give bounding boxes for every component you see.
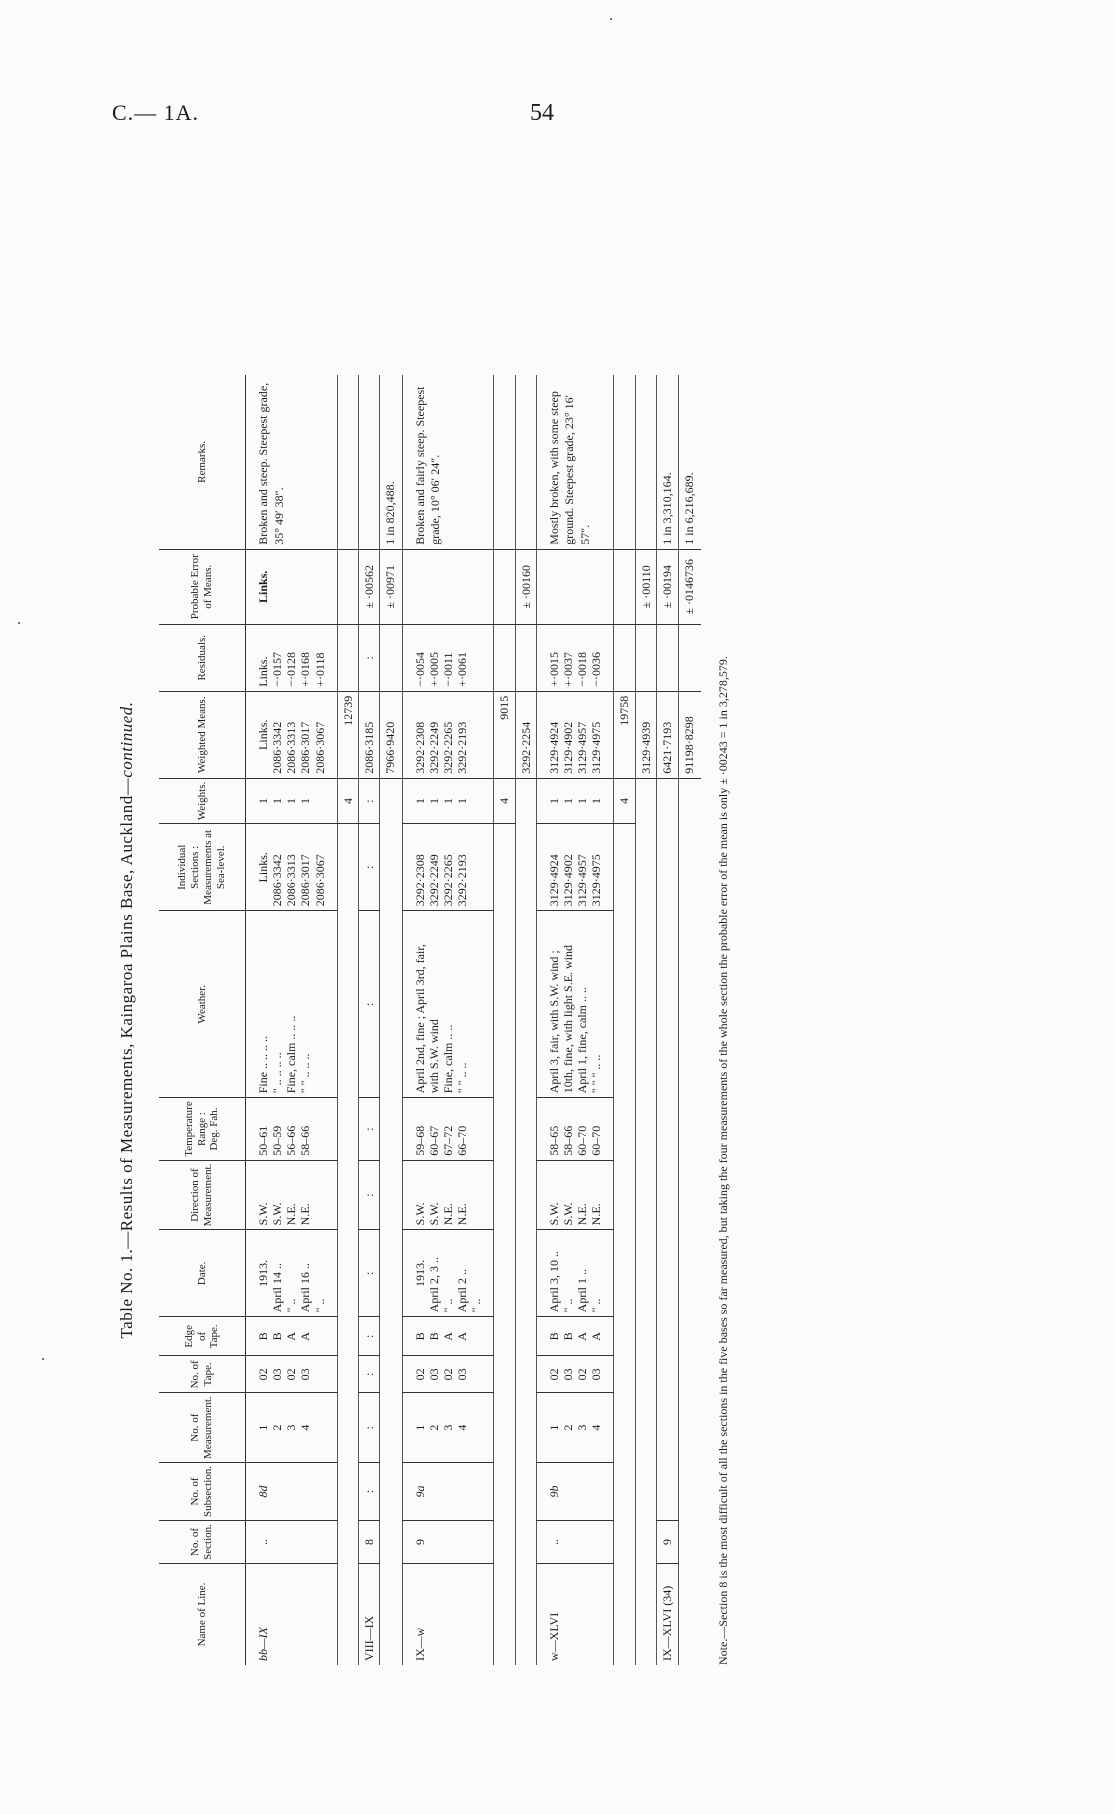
weighted-sum: 19758 <box>614 691 635 778</box>
measurement-nos: 1 2 3 4 <box>402 1393 494 1463</box>
probable-error: ± ·00160 <box>515 549 536 624</box>
tape-edges: B B A A <box>536 1317 614 1356</box>
weighted-means: 3292·2308 3292·2249 3292·2265 3292·2193 <box>402 691 494 778</box>
remarks: Broken and steep. Steepest grade, 35° 49′ 38″. <box>256 382 286 545</box>
table-row <box>246 375 338 1665</box>
tape-nos: 02 03 02 03 <box>536 1356 614 1393</box>
weights: : <box>358 778 379 824</box>
directions: S.W. S.W. N.E. N.E. <box>246 1160 338 1230</box>
col-weather: Weather. <box>159 911 246 1098</box>
weighted-means: 6421·7193 <box>656 691 679 778</box>
results-table <box>159 375 701 1665</box>
remarks: Broken and fairly steep. Steepest grade, 10° 06′ 24″. <box>402 375 494 549</box>
directions: S.W. S.W. N.E. N.E. <box>402 1160 494 1230</box>
section-no: .. <box>246 1521 338 1564</box>
weighted-means: 91198·8298 <box>679 691 701 778</box>
col-residuals: Residuals. <box>159 624 246 691</box>
table-footnote: Note.—Section 8 is the most difficult of all the sections in the five bases so far measured, but taking the four measurements of the whole section the probable error of the mean is only ± ·00243 = 1 in 3,278,579. <box>716 656 730 1665</box>
remarks: 1 in 3,310,164. <box>656 375 679 549</box>
table-row <box>515 375 536 1665</box>
probable-error: ± ·00562 <box>358 549 379 624</box>
measurement-nos: : <box>358 1393 379 1463</box>
col-remarks: Remarks. <box>159 375 246 549</box>
weighted-means: 3129·4924 3129·4902 3129·4957 3129·4975 <box>536 691 614 778</box>
probable-error: ± ·00971 <box>380 549 403 624</box>
col-tape: No. of Tape. <box>159 1356 246 1393</box>
weights-sum: 4 <box>337 778 358 824</box>
section-no: 8 <box>358 1521 379 1564</box>
table-row <box>656 375 679 1665</box>
table-row <box>614 375 635 1665</box>
tape-nos: 02 03 02 03 <box>246 1356 338 1393</box>
remarks <box>358 375 379 549</box>
col-date: Date. <box>159 1230 246 1317</box>
section-no: 9 <box>656 1521 679 1564</box>
directions: S.W. S.W. N.E. N.E. <box>536 1160 614 1230</box>
weights: 1 1 1 1 <box>402 778 494 824</box>
tape-edges: B B A A <box>246 1317 338 1356</box>
weights: 1 1 1 1 <box>536 778 614 824</box>
remarks <box>635 375 656 549</box>
remarks: 1 in 820,488. <box>380 375 403 549</box>
residuals: Links. −·0157 −·0128 +·0168 +·0118 <box>246 624 338 691</box>
header-row <box>159 375 246 1665</box>
line-name: IX—w <box>402 1564 494 1666</box>
individual-values: : <box>358 824 379 911</box>
col-section: No. of Section. <box>159 1521 246 1564</box>
weighted-means: 7966·9420 <box>380 691 403 778</box>
table-title <box>117 375 147 1665</box>
individual-values: Links. 2086·3342 2086·3313 2086·3017 2086·3067 <box>246 824 338 911</box>
table-title-main: Table No. 1.—Results of Measurements, Kaingaroa Plains Base, Auckland— <box>117 777 136 1339</box>
weather: : <box>358 911 379 1098</box>
line-name: bb—IX <box>246 1564 338 1666</box>
tape-edges: B B A A <box>402 1317 494 1356</box>
measurement-nos: 1 2 3 4 <box>536 1393 614 1463</box>
col-name-of-line: Name of Line. <box>159 1564 246 1666</box>
remarks: 1 in 6,216,689. <box>679 375 701 549</box>
remarks: Mostly broken, with some steep ground. Steepest grade, 23° 16′ 57″. <box>536 375 614 549</box>
table-row <box>358 375 379 1665</box>
tape-nos: 02 03 02 03 <box>402 1356 494 1393</box>
col-individual: Individual Sections : Measurements at Sea-level. <box>159 824 246 911</box>
rotated-content <box>117 75 877 1665</box>
dates: April 3, 10 .. " .. April 1 .. " .. <box>536 1230 614 1317</box>
probable-error: ± ·00194 <box>656 549 679 624</box>
weighted-means: Links. 2086·3342 2086·3313 2086·3017 2086·3067 <box>246 691 338 778</box>
table-row <box>380 375 403 1665</box>
temperatures: 58–65 58–66 60–70 60–70 <box>536 1098 614 1160</box>
probable-error: ± ·00110 <box>635 549 656 624</box>
weighted-means: 2086·3185 <box>358 691 379 778</box>
tape-edges: : <box>358 1317 379 1356</box>
col-weights: Weights. <box>159 778 246 824</box>
probable-error <box>402 549 494 624</box>
weights-sum: 4 <box>614 778 635 824</box>
remarks <box>515 375 536 549</box>
probable-error: ± ·0146736 <box>679 549 701 624</box>
residuals: −·0054 +·0005 −·0011 +·0061 <box>402 624 494 691</box>
temperatures: 50–61 50–59 56–66 58–66 <box>246 1098 338 1160</box>
col-temperature: Temperature Range : Deg. Fah. <box>159 1098 246 1160</box>
weather: April 2nd, fine ; April 3rd, fair, with S.W. wind Fine, calm .. .. " " .. .. <box>402 911 494 1098</box>
subsection-no: : <box>358 1462 379 1520</box>
weighted-sum: 12739 <box>337 691 358 778</box>
tape-nos: : <box>358 1356 379 1393</box>
col-edge: Edge of Tape. <box>159 1317 246 1356</box>
weather: April 3, fair, with S.W. wind ; 10th, fine, with light S.E. wind April 1, fine, calm .. .. " " " .. .. <box>536 911 614 1098</box>
col-probable-error: Probable Error of Means. <box>159 549 246 624</box>
residuals: +·0015 +·0037 −·0018 −·0036 <box>536 624 614 691</box>
col-subsection: No. of Subsection. <box>159 1462 246 1520</box>
subsection-no: 9b <box>536 1462 614 1520</box>
table-row <box>337 375 358 1665</box>
section-no: .. <box>536 1521 614 1564</box>
weather: Fine .. .. .. .. " .. .. .. .. Fine, calm .. .. .. " " .. .. .. <box>246 911 338 1098</box>
dates: 1913. April 2, 3 .. " .. April 2 .. " .. <box>402 1230 494 1317</box>
col-measurement: No. of Measurement. <box>159 1393 246 1463</box>
table-title-continued: continued. <box>117 701 136 778</box>
directions: : <box>358 1160 379 1230</box>
dates: 1913. April 14 .. " .. April 16 .. " .. <box>246 1230 338 1317</box>
table-row <box>635 375 656 1665</box>
weighted-means: 3129·4939 <box>635 691 656 778</box>
page-header-code: C.— 1A. <box>112 100 200 125</box>
individual-values: 3292·2308 3292·2249 3292·2265 3292·2193 <box>402 824 494 911</box>
temperatures: 59–68 60–67 67–72 66–70 <box>402 1098 494 1160</box>
line-name: VIII—IX <box>358 1564 379 1666</box>
measurement-nos: 1 2 3 4 <box>246 1393 338 1463</box>
table-row <box>402 375 494 1665</box>
weights-sum: 4 <box>494 778 515 824</box>
probable-error <box>536 549 614 624</box>
table-row <box>536 375 614 1665</box>
section-no: 9 <box>402 1521 494 1564</box>
table-row <box>494 375 515 1665</box>
dates: : <box>358 1230 379 1317</box>
residuals: : <box>358 624 379 691</box>
weighted-means: 3292·2254 <box>515 691 536 778</box>
temperatures: : <box>358 1098 379 1160</box>
subsection-no: 9a <box>402 1462 494 1520</box>
line-name: w—XLVI <box>536 1564 614 1666</box>
weights: 1 1 1 1 <box>246 778 338 824</box>
probable-error: Links. <box>246 549 338 624</box>
col-direction: Direction of Measurement. <box>159 1160 246 1230</box>
weighted-sum: 9015 <box>494 691 515 778</box>
col-weighted-means: Weighted Means. <box>159 691 246 778</box>
subsection-no: 8d <box>246 1462 338 1520</box>
page-number: 54 <box>530 100 554 126</box>
table-row <box>679 375 701 1665</box>
individual-values: 3129·4924 3129·4902 3129·4957 3129·4975 <box>536 824 614 911</box>
line-name: IX—XLVI (34) <box>656 1564 679 1666</box>
